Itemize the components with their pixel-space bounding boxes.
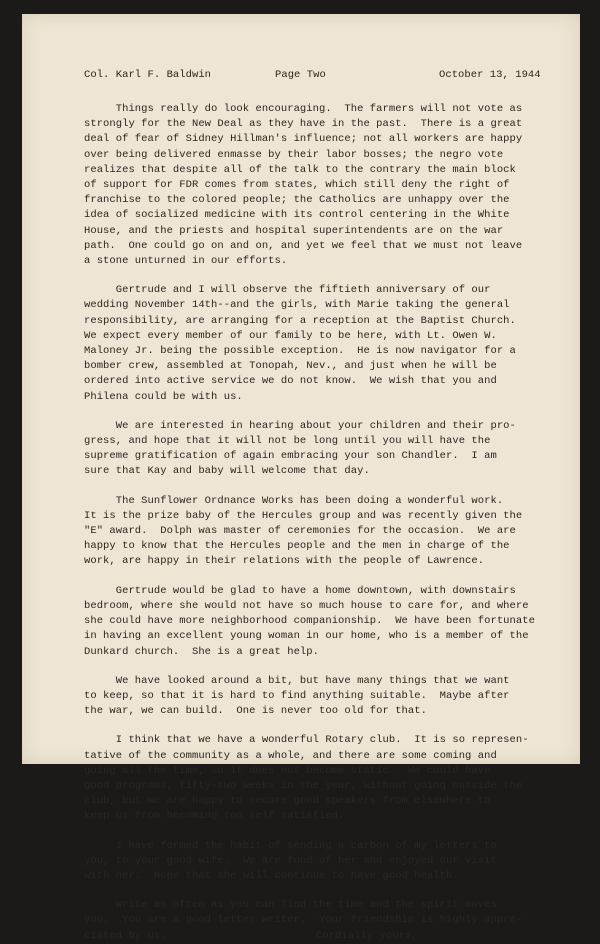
page-number: Page Two: [275, 69, 326, 81]
paragraph-rotary: I think that we have a wonderful Rotary club. It is so represen- tative of the community as a whole, and there are some coming and going all the time, so it does not become static. We could have good programs, fifty-two weeks in the year, without going outside the club, but we are happy to secure good speakers from elsewhere to keep us from becoming too self satisfied.: [84, 734, 529, 823]
letter-body: [84, 102, 554, 944]
closing-salutation: Cordially yours,: [316, 929, 418, 942]
letter-date: October 13, 1944: [439, 69, 541, 81]
paragraph-build: We have looked around a bit, but have many things that we want to keep, so that it is hard to find anything suitable. Maybe after the war, we can build. One is never too old for that.: [84, 674, 510, 718]
paragraph-home: Gertrude would be glad to have a home downtown, with downstairs bedroom, where she would not have so much house to care for, and where she could have more neighborhood companionship. We have been fortunate in having an excellent young woman in our home, who is a member of the Dunkard church. She is a great help.: [84, 584, 535, 658]
paragraph-politics: Things really do look encouraging. The farmers will not vote as strongly for the New Deal as they have in the past. There is a great deal of fear of Sidney Hillman's influence; not all workers are happy over being delivered enmasse by their labor bosses; the negro vote realizes that despite all of the talk to the contrary the main block of support for FDR comes from states, which still deny the right of franchise to the colored people; the Catholics are unhappy over the idea of socialized medicine with its control centering in the White House, and the priests and hospital superintendents are on the war path. One could go on and on, and yet we feel that we must not leave a stone unturned in our efforts.: [84, 103, 523, 268]
letter-header: [22, 68, 580, 84]
recipient-name: Col. Karl F. Baldwin: [84, 69, 212, 81]
letter-page: [22, 14, 580, 942]
paragraph-carbon: I have formed the habit of sending a carbon of my letters to you, to your good wife. We are fond of her and enjoyed our visit with her. Hope that she will continue to have good health.: [84, 839, 497, 882]
paragraph-children: We are interested in hearing about your children and their pro- gress, and hope that it will not be long until you will have the supreme gratification of again embracing your son Chandler. I am sure that Kay and baby will welcome that day.: [84, 419, 516, 478]
paragraph-anniversary: Gertrude and I will observe the fiftieth anniversary of our wedding November 14th--and the girls, with Marie taking the general responsibility, are arranging for a reception at the Baptist Church. We expect every member of our family to be here, with Lt. Owen W. Maloney Jr. being the possible exception. He is now navigator for a bomber crew, assembled at Tonopah, Nev., and just when he will be ordered into active service we do not know. We wish that you and Philena could be with us.: [84, 284, 516, 403]
paragraph-ordnance-works: The Sunflower Ordnance Works has been doing a wonderful work. It is the prize baby of the Hercules group and was recently given the "E" award. Dolph was master of ceremonies for the occasion. We are happy to know that the Hercules people and the men in charge of the work, are happy in their relations with the people of Lawrence.: [84, 494, 523, 568]
paragraph-write: Write as often as you can find the time and the spirit moves you. You are a good letter writer. Your friendship is highly appre- ciated by us.: [84, 899, 523, 942]
